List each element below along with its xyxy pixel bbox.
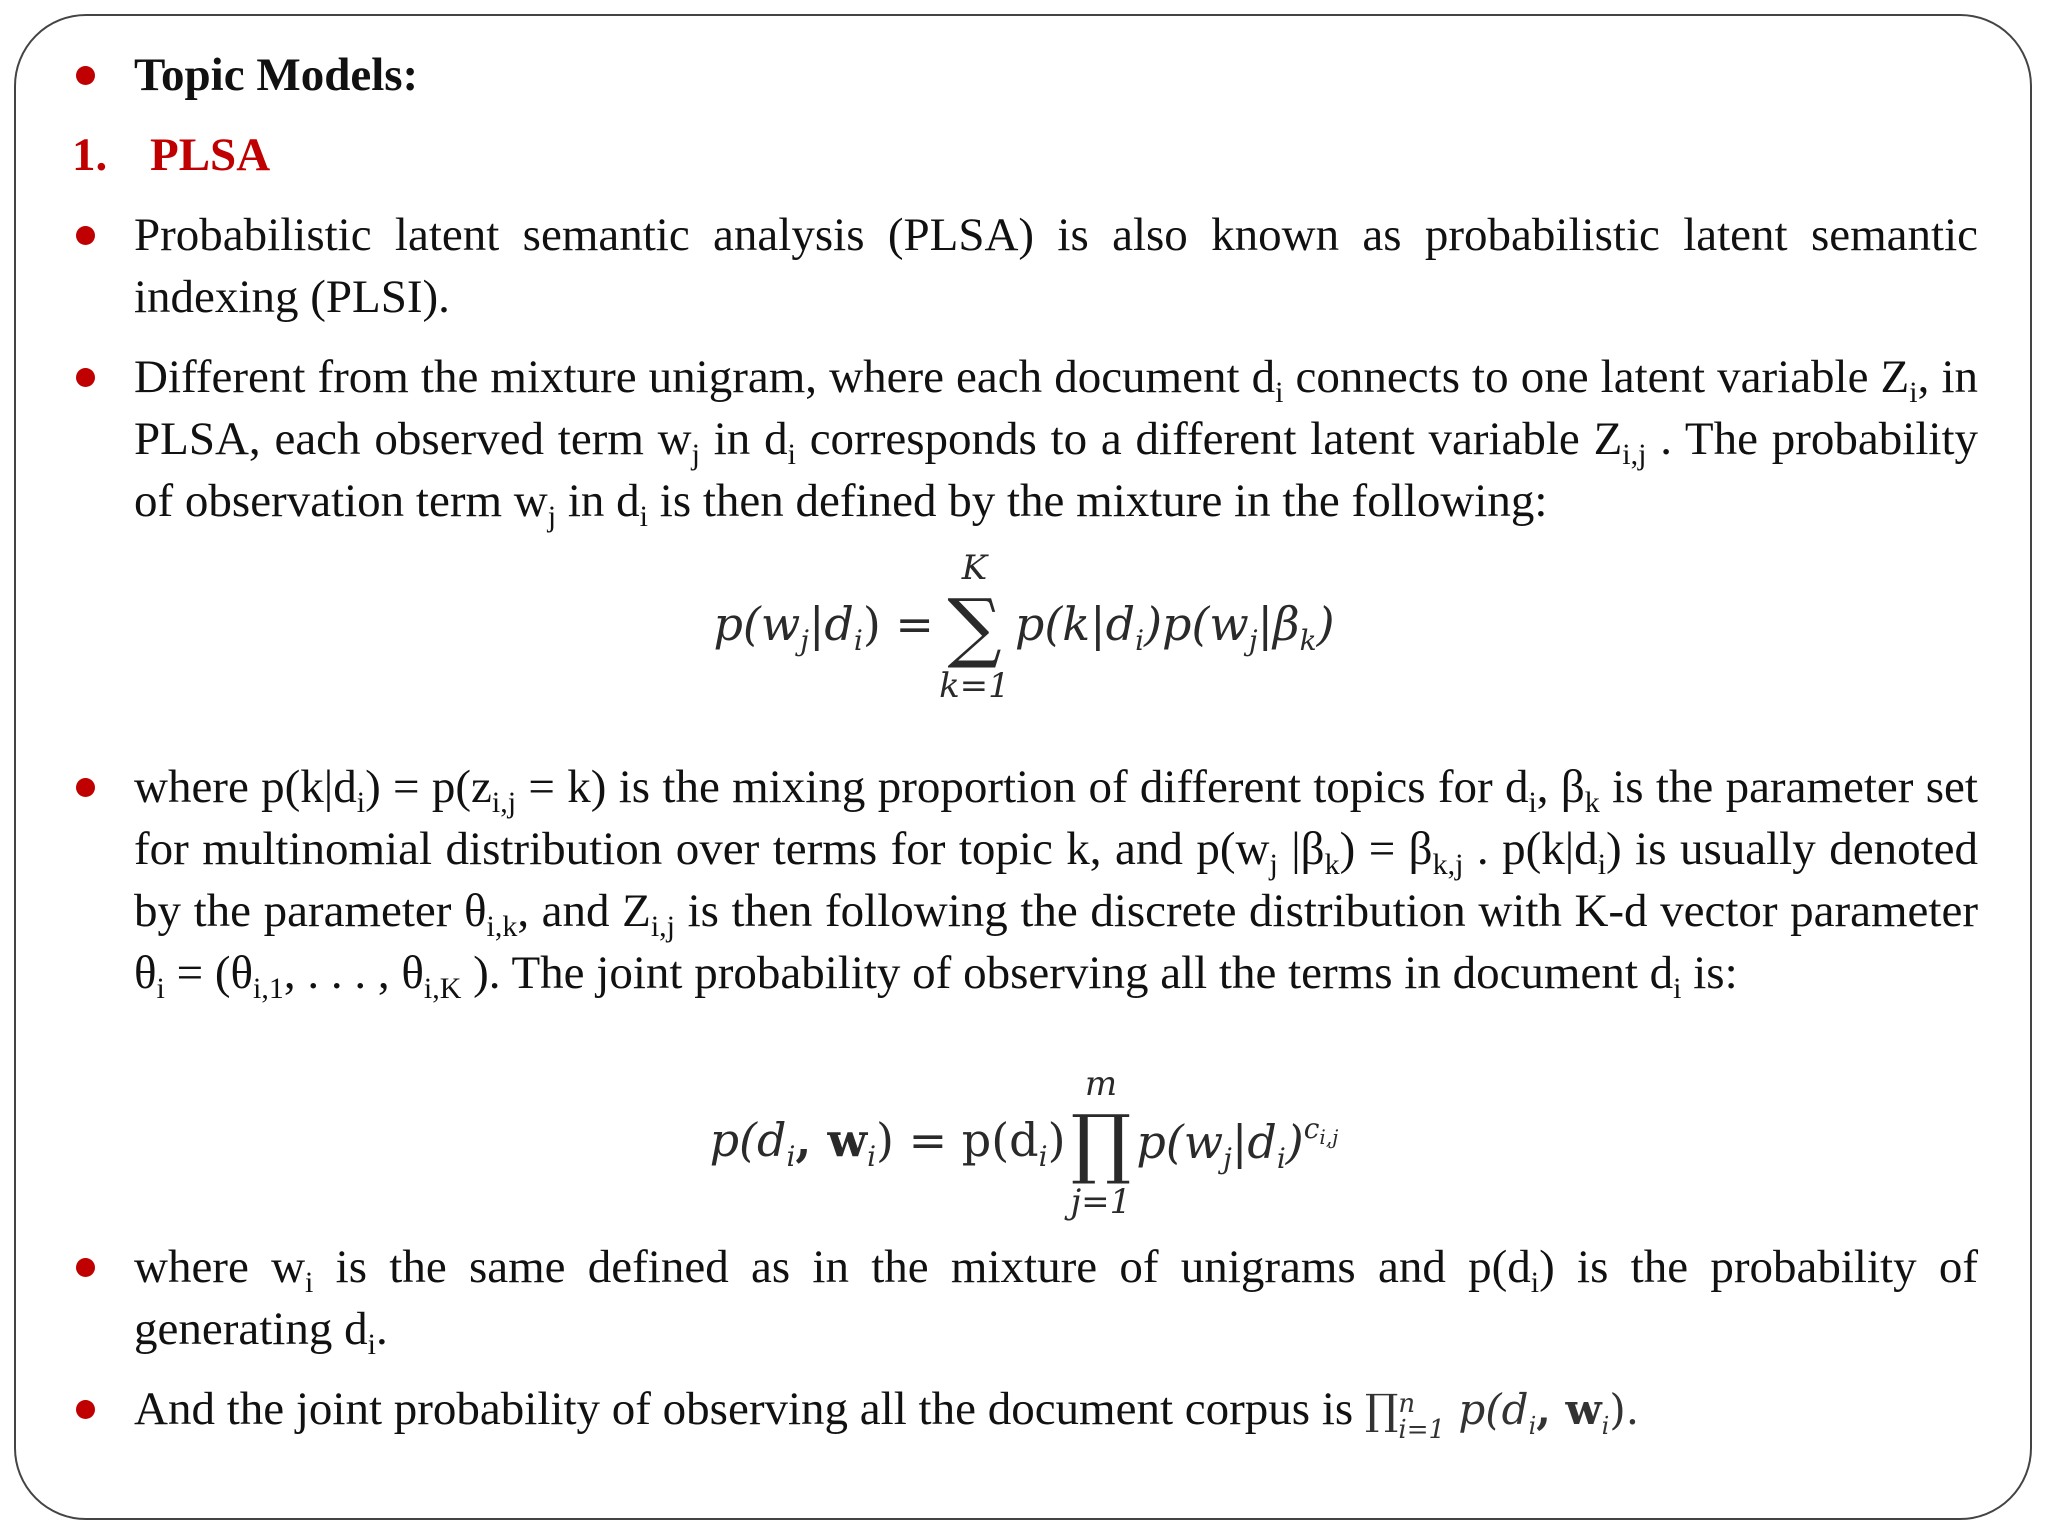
sum-operator: K ∑ k=1 bbox=[939, 548, 1010, 706]
equation-rhs: $p(k|d_i)p(w_j|\beta_k)$ bbox=[1014, 597, 1335, 657]
bullet-dot bbox=[76, 778, 95, 797]
equation-joint-probability bbox=[0, 1064, 2048, 1222]
inline-product-formula: ∏ n i=1 $p(d_i$, $w_i$). bbox=[1364, 1385, 1640, 1445]
equation-rhs: $p(w_j|d_i)^{ci,j}$ bbox=[1136, 1111, 1339, 1175]
bullet-dot bbox=[76, 226, 95, 245]
bullet-dot bbox=[76, 368, 95, 387]
section-number: 1. bbox=[72, 129, 108, 181]
section-title: PLSA bbox=[150, 129, 271, 181]
equation-lhs: $p(w_j|d_i)$ = bbox=[713, 597, 934, 657]
heading-text: Topic Models: bbox=[134, 49, 419, 101]
paragraph-text: where $p(k|d_i) = p(z_{i,j} = k)$ is the mixing proportion of different topics for $d_i$, $\beta_k$ is the parameter set for multinomial distribution over terms for topic k, and $p(w_j$ $|\beta_k) = \beta_{k,j}$ . $p(k|d_i)$ is usually denoted by the parameter $\theta_{i,k}$, and $Z_{i,j}$ is then following the discrete distribution with K-d vector parameter $\theta_i = (\theta_{i,1}$, . . . , $\theta_{i,K}$ ). The joint probability of observing all the terms in document $d_i$ is: bbox=[134, 761, 1978, 1005]
bullet-dot bbox=[76, 1258, 95, 1277]
product-operator: m ∏ j=1 bbox=[1070, 1064, 1132, 1222]
paragraph-text: And the joint probability of observing all the document corpus is ∏ n i=1 $p(d_i$, $w_i$). bbox=[134, 1383, 1640, 1445]
equation-lhs: $p(d_i$, $w_i) = p(d_i)$ bbox=[709, 1113, 1066, 1173]
bullet-dot bbox=[76, 1400, 95, 1419]
paragraph-text: where $w_i$ is the same defined as in the mixture of unigrams and $p(d_i)$ is the probability of generating $d_i$. bbox=[134, 1241, 1978, 1361]
bullet-dot bbox=[76, 66, 95, 85]
equation-mixture bbox=[0, 548, 2048, 706]
paragraph-text: Different from the mixture unigram, where each document $d_i$ connects to one latent variable $Z_i$, in PLSA, each observed term $w_j$ in $d_i$ corresponds to a different latent variable $Z_{i,j}$ . The probability of observation term $w_j$ in $d_i$ is then defined by the mixture in the following: bbox=[134, 351, 1978, 533]
paragraph-text: Probabilistic latent semantic analysis (PLSA) is also known as probabilistic latent semantic indexing (PLSI). bbox=[134, 209, 1978, 323]
